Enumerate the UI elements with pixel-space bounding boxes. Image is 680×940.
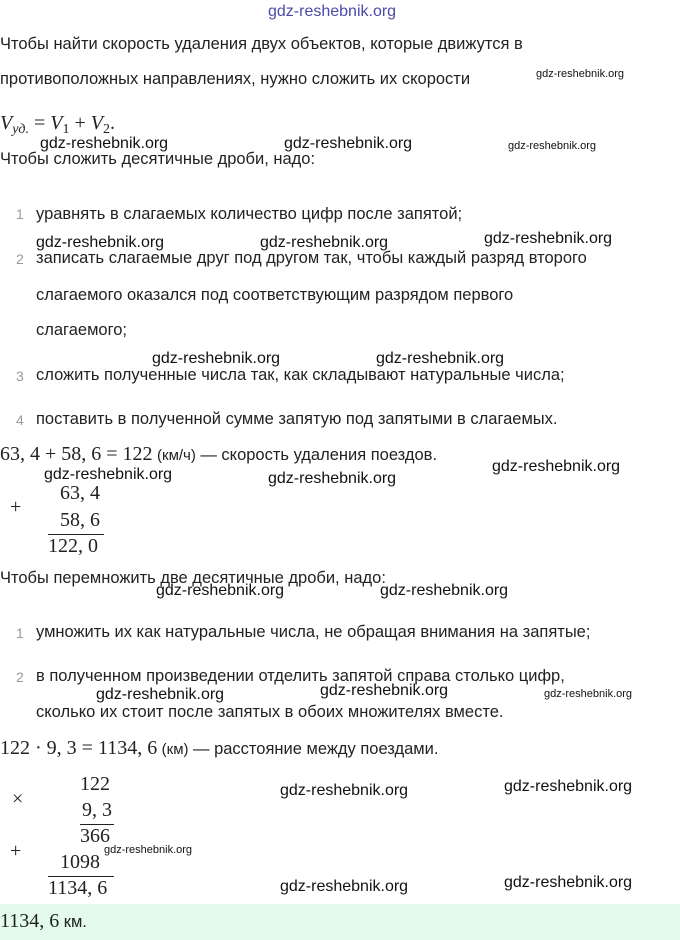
watermark: gdz-reshebnik.org (484, 230, 613, 247)
sum-line (0, 443, 437, 466)
multiplication-step-1: умножить их как натуральные числа, не обращая внимания на запятые; (36, 623, 591, 641)
addition-operator: + (10, 840, 22, 862)
watermark: gdz-reshebnik.org (492, 458, 621, 475)
formula-v1: V (50, 112, 63, 134)
answer-unit: км. (63, 913, 87, 931)
addition-step-3: сложить полученные числа так, как складывают натуральные числа; (36, 366, 565, 384)
multiplication-operator: × (12, 788, 24, 810)
addend-top: 63, 4 (60, 482, 100, 504)
product-description: — расстояние между поездами. (192, 740, 439, 758)
step-number: 4 (16, 412, 24, 428)
factor-top: 122 (80, 773, 110, 795)
partial-product-1: 366 (80, 825, 110, 847)
step-number: 2 (16, 669, 24, 685)
step-number: 1 (16, 206, 24, 222)
watermark: gdz-reshebnik.org (320, 682, 449, 699)
watermark: gdz-reshebnik.org (280, 878, 409, 895)
step-number: 3 (16, 368, 24, 384)
intro-line-2: противоположных направлениях, нужно сложить их скорости (0, 70, 471, 88)
sum-expression: 63, 4 + 58, 6 = 122 (0, 443, 153, 465)
answer-box (0, 904, 680, 940)
step-number: 2 (16, 251, 24, 267)
addition-step-4: поставить в полученной сумме запятую под запятыми в слагаемых. (36, 410, 558, 428)
watermark: gdz-reshebnik.org (504, 778, 633, 795)
addition-step-2-line-1: записать слагаемые друг под другом так, чтобы каждый разряд второго (36, 249, 587, 267)
watermark: gdz-reshebnik.org (380, 582, 509, 599)
watermark: gdz-reshebnik.org (536, 68, 625, 80)
watermark: gdz-reshebnik.org (280, 782, 409, 799)
watermark: gdz-reshebnik.org (152, 350, 281, 367)
sum-description: — скорость удаления поездов. (200, 446, 438, 464)
watermark: gdz-reshebnik.org (156, 582, 285, 599)
watermark: gdz-reshebnik.org (40, 135, 169, 152)
product-unit: (км) (161, 741, 189, 758)
watermark: gdz-reshebnik.org (36, 234, 165, 251)
sum-unit: (км/ч) (157, 447, 196, 464)
addition-step-2-line-2: слагаемого оказался под соответствующим разрядом первого (36, 286, 514, 304)
watermark: gdz-reshebnik.org (376, 350, 505, 367)
formula-v2-sub: 2 (102, 122, 110, 137)
step-number: 1 (16, 625, 24, 641)
watermark: gdz-reshebnik.org (508, 140, 597, 152)
watermark: gdz-reshebnik.org (104, 844, 193, 856)
addition-rules-title: Чтобы сложить десятичные дроби, надо: (0, 150, 316, 168)
product-line (0, 737, 438, 760)
addition-operator: + (10, 496, 22, 518)
speed-formula: $V_{уд.} = V_1 + V_2$. (0, 112, 115, 137)
factor-bottom: 9, 3 (82, 799, 112, 821)
watermark: gdz-reshebnik.org (284, 135, 413, 152)
watermark: gdz-reshebnik.org (544, 688, 633, 700)
watermark-header: gdz-reshebnik.org (268, 3, 397, 20)
formula-v-sub: уд. (12, 122, 29, 137)
product-result: 1134, 6 (48, 877, 108, 899)
addition-step-1: уравнять в слагаемых количество цифр после запятой; (36, 205, 463, 223)
intro-line-1: Чтобы найти скорость удаления двух объектов, которые движутся в (0, 35, 523, 53)
answer-value: 1134, 6 (0, 910, 60, 932)
watermark: gdz-reshebnik.org (260, 234, 389, 251)
watermark: gdz-reshebnik.org (96, 686, 225, 703)
partial-product-2: 1098 (60, 851, 100, 873)
watermark: gdz-reshebnik.org (44, 466, 173, 483)
formula-v1-sub: 1 (62, 122, 70, 137)
multiplication-step-2-line-1: в полученном произведении отделить запятой справа столько цифр, (36, 667, 565, 685)
addition-step-2-line-3: слагаемого; (36, 321, 127, 339)
multiplication-step-2-line-2: сколько их стоит после запятых в обоих множителях вместе. (36, 703, 504, 721)
product-expression: 122 · 9, 3 = 1134, 6 (0, 737, 158, 759)
formula-v: V (0, 112, 13, 134)
formula-v2: V (90, 112, 103, 134)
watermark: gdz-reshebnik.org (504, 874, 633, 891)
answer (0, 910, 87, 933)
watermark: gdz-reshebnik.org (268, 470, 397, 487)
addition-result: 122, 0 (48, 535, 98, 557)
addend-bottom: 58, 6 (60, 509, 100, 531)
multiplication-rules-title: Чтобы перемножить две десятичные дроби, надо: (0, 569, 386, 587)
